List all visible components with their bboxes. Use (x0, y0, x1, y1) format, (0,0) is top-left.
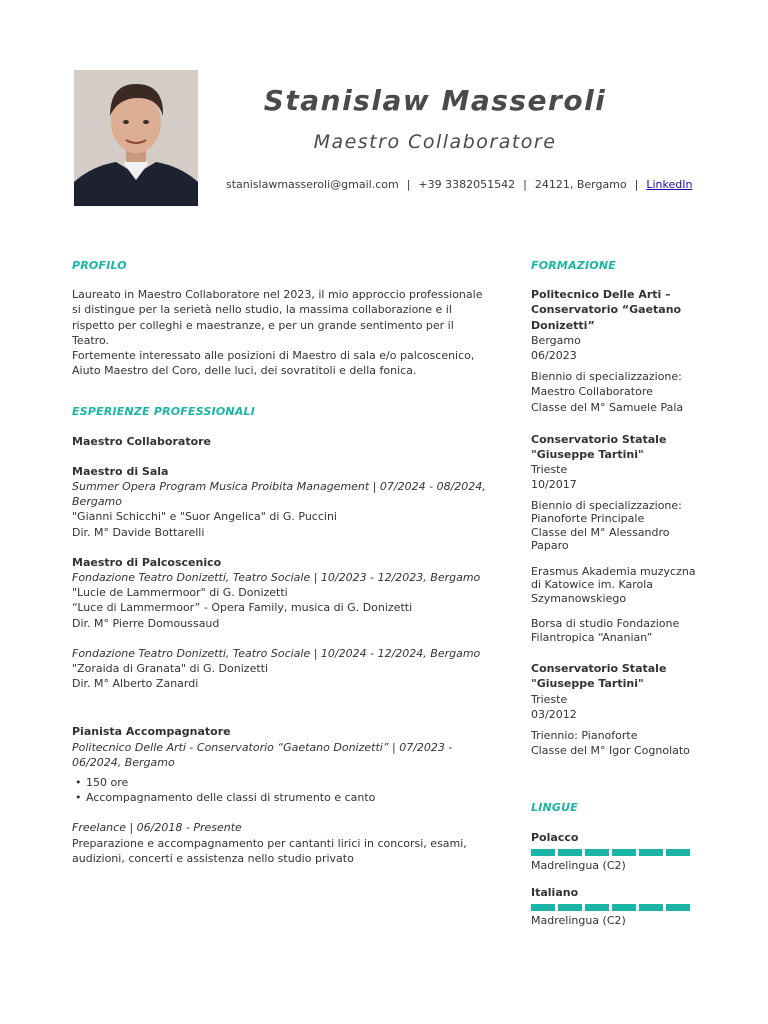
job-meta: Politecnico Delle Arti - Conservatorio “Gaetano Donizetti” | 07/2023 - 06/2024, Bergamo (72, 740, 453, 769)
job-detail: "Lucie de Lammermoor" di G. Donizetti (72, 586, 288, 600)
school-city: Trieste (531, 692, 568, 706)
language-level-bar (531, 904, 701, 911)
degree-line: Classe del M° Samuele Pala (531, 400, 684, 414)
language-name: Italiano (531, 885, 579, 899)
level-segment (612, 849, 636, 856)
email: stanislawmasseroli@gmail.com (226, 178, 399, 191)
education-entry (531, 432, 701, 644)
language-level: Madrelingua (C2) (531, 858, 626, 872)
level-segment (585, 849, 609, 856)
bullet-item: • 150 ore (72, 775, 492, 790)
school-date: 03/2012 (531, 707, 577, 721)
job-title: Maestro di Sala (72, 464, 169, 478)
experience-entry (72, 646, 492, 692)
level-segment (558, 849, 582, 856)
candidate-name: Stanislaw Masseroli (263, 84, 607, 117)
level-segment (639, 849, 663, 856)
job-meta: Fondazione Teatro Donizetti, Teatro Sociale | 10/2024 - 12/2024, Bergamo (72, 646, 481, 660)
education-extra: Erasmus Akademia muzyczna di Katowice im. Karola Szymanowskiego (531, 564, 696, 605)
degree-line: Biennio di specializzazione: (531, 498, 682, 512)
school-name: Conservatorio Statale "Giuseppe Tartini" (531, 432, 667, 462)
job-title: Pianista Accompagnatore (72, 725, 231, 739)
job-meta: Summer Opera Program Musica Proibita Management | 07/2024 - 08/2024, Bergamo (72, 480, 486, 509)
level-segment (612, 904, 636, 911)
level-segment (531, 849, 555, 856)
section-heading-experience: ESPERIENZE PROFESSIONALI (72, 405, 256, 419)
separator: | (634, 178, 639, 191)
experience-entry (72, 555, 492, 631)
education-entry (531, 287, 701, 415)
separator: | (523, 178, 527, 191)
education-entry (531, 661, 701, 758)
job-bullets (72, 775, 492, 805)
phone: +39 3382051542 (418, 178, 516, 191)
degree-line: Triennio: Pianoforte (531, 728, 638, 742)
right-column (531, 258, 701, 928)
job-detail: Preparazione e accompagnamento per cantanti lirici in concorsi, esami, audizioni, concerti e assistenza nello studio privato (72, 836, 467, 865)
experience-entry (72, 820, 492, 866)
job-detail: "Gianni Schicchi" e "Suor Angelica" di G. Puccini (72, 510, 337, 524)
profile-photo (74, 70, 198, 206)
bullet-item: • Accompagnamento delle classi di strumento e canto (72, 790, 492, 805)
language-level-bar (531, 849, 701, 856)
level-segment (531, 904, 555, 911)
level-segment (558, 904, 582, 911)
section-heading-profile: PROFILO (72, 259, 127, 272)
job-detail: Dir. M° Davide Bottarelli (72, 525, 205, 539)
level-segment (639, 904, 663, 911)
section-heading-languages: LINGUE (531, 801, 578, 815)
job-detail: Dir. M° Alberto Zanardi (72, 677, 199, 691)
experience-group-title: Maestro Collaboratore (72, 434, 212, 448)
job-detail: Dir. M° Pierre Domoussaud (72, 616, 220, 630)
job-detail: “Luce di Lammermoor” - Opera Family, musica di G. Donizetti (72, 601, 413, 615)
school-name: Conservatorio Statale "Giuseppe Tartini" (531, 662, 667, 691)
job-meta: Fondazione Teatro Donizetti, Teatro Sociale | 10/2023 - 12/2023, Bergamo (72, 571, 481, 585)
level-segment (666, 904, 690, 911)
degree-line: Classe del M° Alessandro Paparo (531, 525, 670, 553)
section-heading-education: FORMAZIONE (531, 259, 616, 272)
school-city: Bergamo (531, 333, 581, 347)
school-date: 06/2023 (531, 349, 577, 363)
language-item (531, 885, 701, 928)
location: 24121, Bergamo (534, 178, 627, 191)
degree-line: Biennio di specializzazione: (531, 370, 682, 384)
degree-line: Pianoforte Principale (531, 512, 645, 526)
profile-text: Laureato in Maestro Collaboratore nel 2023, il mio approccio professionale si distingue per la serietà nello studio, la massima collaborazione e il rispetto per colleghi e maestranze, e per un grande sentimento per il Teatro. (72, 288, 483, 347)
level-segment (585, 904, 609, 911)
language-item (531, 830, 701, 873)
linkedin-link[interactable]: LinkedIn (646, 178, 693, 191)
degree-line: Maestro Collaboratore (531, 385, 653, 399)
language-name: Polacco (531, 830, 579, 844)
separator: | (406, 178, 411, 191)
job-detail: "Zoraida di Granata" di G. Donizetti (72, 662, 269, 676)
contact-line (226, 178, 692, 191)
school-city: Trieste (531, 463, 568, 477)
school-date: 10/2017 (531, 478, 577, 492)
experience-entry (72, 724, 492, 805)
job-title: Maestro di Palcoscenico (72, 555, 222, 569)
degree-line: Classe del M° Igor Cognolato (531, 744, 690, 758)
school-name: Politecnico Delle Arti – Conservatorio “Gaetano Donizetti” (531, 288, 682, 332)
experience-entry (72, 464, 492, 540)
job-meta: Freelance | 06/2018 - Presente (72, 821, 242, 835)
left-column (72, 258, 492, 866)
candidate-role: Maestro Collaboratore (313, 131, 557, 153)
level-segment (666, 849, 690, 856)
profile-text: Fortemente interessato alle posizioni di Maestro di sala e/o palcoscenico, Aiuto Maestro del Coro, delle luci, dei sovratitoli e della fonica. (72, 349, 475, 378)
education-extra: Borsa di studio Fondazione Filantropica “Ananian” (531, 617, 680, 644)
language-level: Madrelingua (C2) (531, 914, 626, 928)
